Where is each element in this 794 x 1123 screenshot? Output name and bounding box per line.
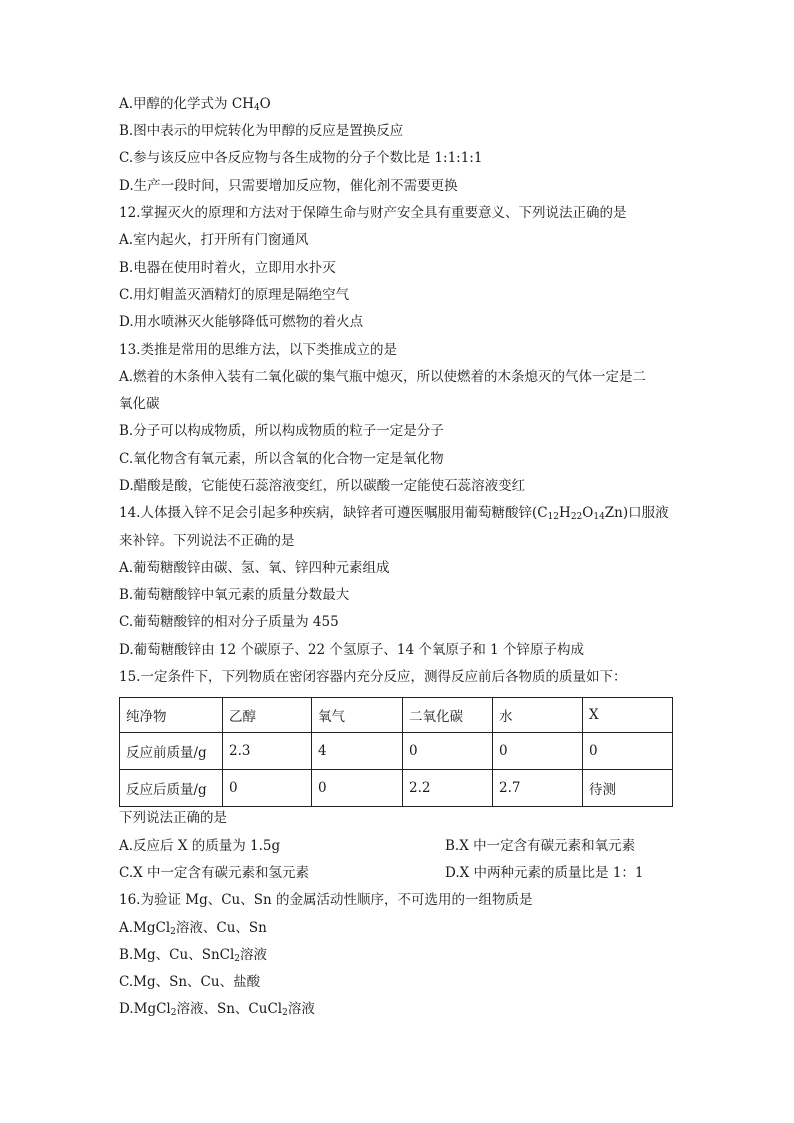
- q14-stem-line1: 14.人体摄入锌不足会引起多种疾病，缺锌者可遵医嘱服用葡萄糖酸锌$(C_{12}H_{22}O_{14}Zn)$口服液: [119, 505, 669, 522]
- q15-option-b: B.X 中一定含有碳元素和氧元素: [445, 838, 636, 854]
- q12-option-a: A.室内起火，打开所有门窗通风: [119, 232, 309, 248]
- q12-stem: 12.掌握灭火的原理和方法对于保障生命与财产安全具有重要意义、下列说法正确的是: [119, 205, 627, 221]
- table-cell: 2.3: [223, 733, 312, 770]
- q12-option-d: D.用水喷淋灭火能够降低可燃物的着火点: [119, 314, 364, 330]
- table-cell: 4: [312, 733, 403, 770]
- q15-option-d: D.X 中两种元素的质量比是 1：1: [445, 865, 644, 881]
- q11-option-c: C.参与该反应中各反应物与各生成物的分子个数比是 1:1:1:1: [119, 150, 483, 166]
- table-row: [120, 770, 673, 807]
- q11-option-d: D.生产一段时间，只需要增加反应物，催化剂不需要更换: [119, 178, 458, 194]
- q13-option-b: B.分子可以构成物质，所以构成物质的粒子一定是分子: [119, 423, 444, 439]
- q14-option-d: D.葡萄糖酸锌由 12 个碳原子、22 个氢原子、14 个氧原子和 1 个锌原子构成: [119, 642, 585, 658]
- q16-option-d: D.MgCl$_2$溶液、Sn、CuCl$_2$溶液: [119, 1001, 315, 1018]
- table-cell: 2.2: [403, 770, 493, 807]
- q11-option-b: B.图中表示的甲烷转化为甲醇的反应是置换反应: [119, 123, 404, 139]
- table-header-cell: 纯净物: [120, 698, 223, 733]
- table-header-cell: 二氧化碳: [403, 698, 493, 733]
- q16-option-b: B.Mg、Cu、SnCl$_2$溶液: [119, 947, 268, 964]
- q12-option-b: B.电器在使用时着火，立即用水扑灭: [119, 260, 336, 276]
- q13-option-d: D.醋酸是酸，它能使石蕊溶液变红，所以碳酸一定能使石蕊溶液变红: [119, 478, 526, 494]
- q15-option-c: C.X 中一定含有碳元素和氢元素: [119, 865, 310, 881]
- table-header-row: [120, 698, 673, 733]
- table-header-cell: 乙醇: [223, 698, 312, 733]
- q14-option-a: A.葡萄糖酸锌由碳、氢、氧、锌四种元素组成: [119, 560, 390, 576]
- table-cell: 0: [312, 770, 403, 807]
- table-cell: 反应前质量/g: [120, 733, 223, 770]
- table-cell: 2.7: [493, 770, 583, 807]
- q16-stem: 16.为验证 Mg、Cu、Sn 的金属活动性顺序，不可选用的一组物质是: [119, 892, 533, 908]
- table-cell: 待测: [583, 770, 673, 807]
- q14-stem-line2: 来补锌。下列说法不正确的是: [119, 533, 295, 549]
- q11-option-a: A.甲醇的化学式为 $CH_4O$: [119, 96, 271, 113]
- table-cell: 0: [583, 733, 673, 770]
- q13-option-a-line2: 氧化碳: [119, 396, 160, 412]
- q16-option-a: A.MgCl$_2$溶液、Cu、Sn: [119, 920, 267, 937]
- q15-stem: 15.一定条件下，下列物质在密闭容器内充分反应，测得反应前后各物质的质量如下：: [119, 669, 627, 685]
- q13-option-a-line1: A.燃着的木条伸入装有二氧化碳的集气瓶中熄灭，所以使燃着的木条熄灭的气体一定是二: [119, 369, 647, 385]
- table-header-cell: X: [583, 698, 673, 733]
- q15-mass-table: [119, 697, 673, 807]
- q14-option-c: C.葡萄糖酸锌的相对分子质量为 455: [119, 614, 339, 630]
- q12-option-c: C.用灯帽盖灭酒精灯的原理是隔绝空气: [119, 287, 350, 303]
- q14-option-b: B.葡萄糖酸锌中氧元素的质量分数最大: [119, 587, 350, 603]
- q13-stem: 13.类推是常用的思维方法，以下类推成立的是: [119, 342, 397, 358]
- q15-after-table: 下列说法正确的是: [119, 810, 227, 826]
- table-cell: 0: [223, 770, 312, 807]
- table-row: [120, 733, 673, 770]
- table-header-cell: 水: [493, 698, 583, 733]
- q15-option-a: A.反应后 X 的质量为 1.5g: [119, 838, 281, 854]
- q16-option-c: C.Mg、Sn、Cu、盐酸: [119, 974, 261, 990]
- table-header-cell: 氧气: [312, 698, 403, 733]
- table-cell: 0: [493, 733, 583, 770]
- table-cell: 反应后质量/g: [120, 770, 223, 807]
- table-cell: 0: [403, 733, 493, 770]
- q13-option-c: C.氧化物含有氧元素，所以含氧的化合物一定是氧化物: [119, 451, 444, 467]
